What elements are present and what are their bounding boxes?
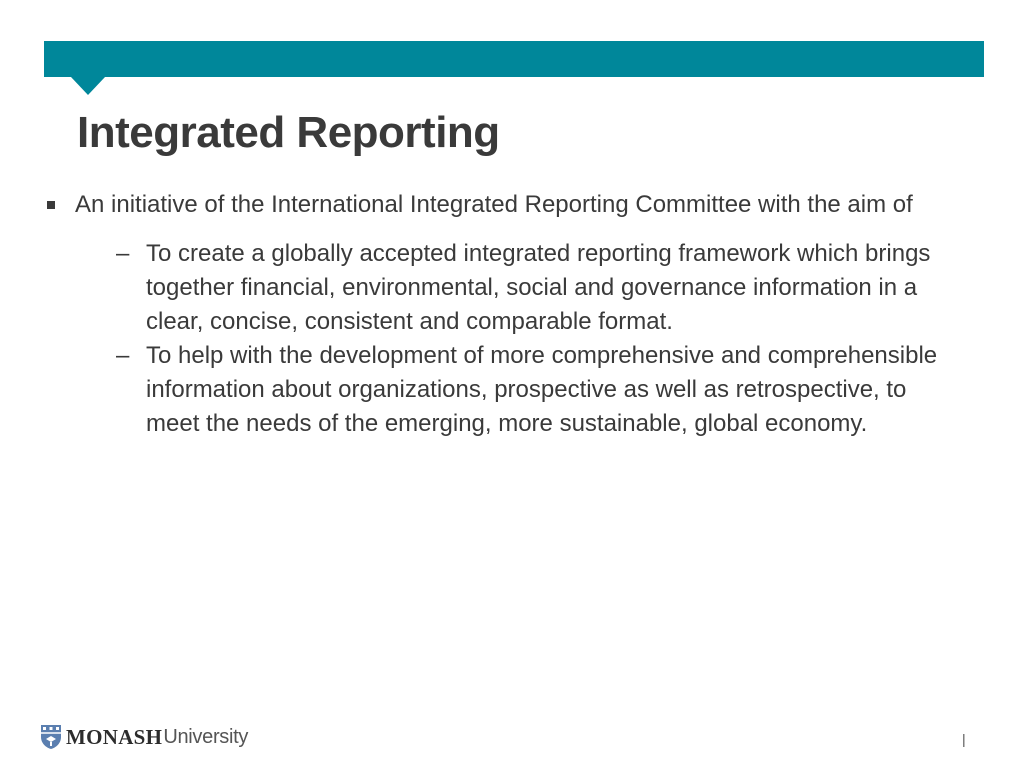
bullet-item	[44, 188, 964, 222]
sub-bullet-item	[44, 339, 958, 441]
sub-bullet-item	[44, 237, 958, 339]
logo-wordmark-monash: MONASH	[66, 724, 163, 749]
page-number: |	[962, 731, 966, 747]
logo-wordmark-university: University	[163, 725, 249, 748]
monash-logo	[40, 722, 248, 752]
dash-bullet-icon: –	[116, 342, 130, 369]
header-bar	[44, 41, 984, 77]
square-bullet-icon	[47, 201, 55, 209]
sub-bullet-list	[44, 237, 964, 441]
bullet-text: An initiative of the International Integrated Reporting Committee with the aim of	[75, 191, 913, 218]
monash-crest-icon	[40, 724, 62, 750]
header-notch	[71, 77, 105, 95]
slide-content	[44, 188, 964, 441]
slide-title: Integrated Reporting	[77, 108, 500, 157]
dash-bullet-icon: –	[116, 240, 130, 267]
sub-bullet-text: To help with the development of more comprehensive and comprehensible information about organizations, prospective as well as retrospective, to meet the needs of the emerging, more sustainable, global economy.	[146, 342, 938, 437]
sub-bullet-text: To create a globally accepted integrated reporting framework which brings together financial, environmental, social and governance information in a clear, concise, consistent and comparable format.	[146, 240, 931, 335]
